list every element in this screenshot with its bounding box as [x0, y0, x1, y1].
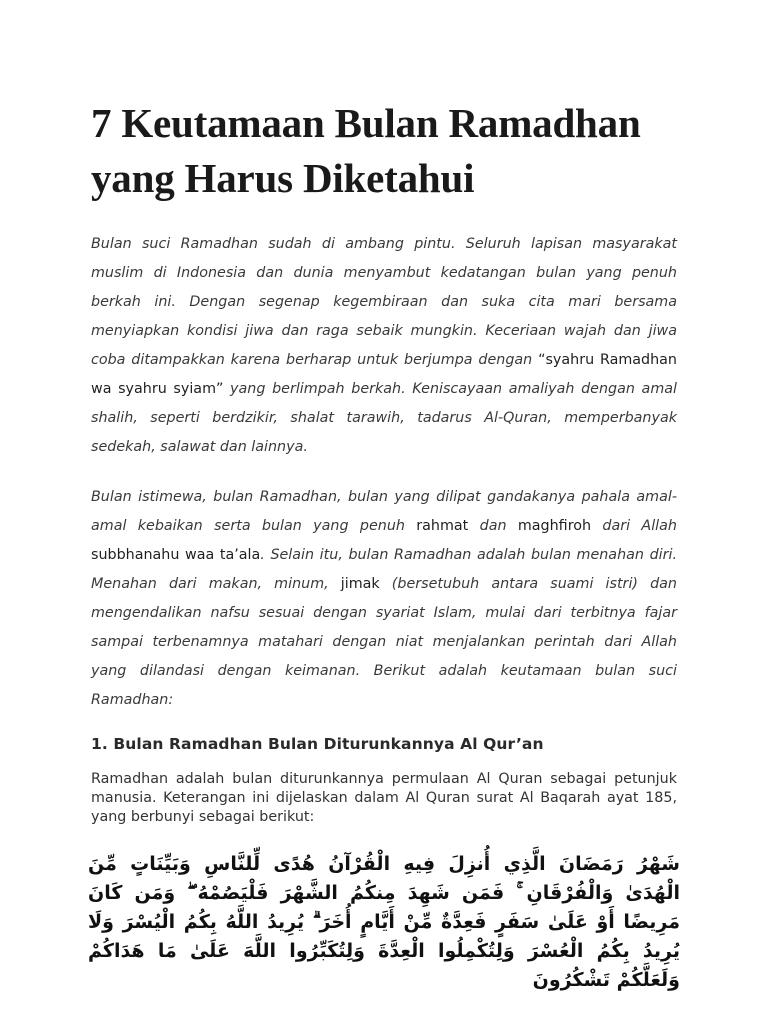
- quran-verse-arabic: شَهْرُ رَمَضَانَ الَّذِي أُنزِلَ فِيهِ الْقُرْآنُ هُدًى لِّلنَّاسِ وَبَيِّنَاتٍ مِّنَ الْهُدَىٰ وَالْفُرْقَانِ ۚ فَمَن شَهِدَ مِنكُمُ الشَّهْرَ فَلْيَصُمْهُ ۖ وَمَن كَانَ مَرِيضًا أَوْ عَلَىٰ سَفَرٍ فَعِدَّةٌ مِّنْ أَيَّامٍ أُخَرَ ۗ يُرِيدُ اللَّهُ بِكُمُ الْيُسْرَ وَلَا يُرِيدُ بِكُمُ الْعُسْرَ وَلِتُكْمِلُوا الْعِدَّةَ وَلِتُكَبِّرُوا اللَّهَ عَلَىٰ مَا هَدَاكُمْ وَلَعَلَّكُمْ تَشْكُرُونَ: [88, 853, 680, 991]
- second-text-5: (bersetubuh antara suami istri) dan mengendalikan nafsu sesuai dengan syariat Islam, mulai dari terbitnya fajar sampai terbenamnya matahari dengan niat menjalankan perintah dari Allah yang dilandasi dengan keimanan. Berikut adalah keutamaan bulan suci Ramadhan:: [91, 576, 677, 708]
- second-text-4: . Selain itu, bulan Ramadhan adalah bulan menahan diri. Menahan dari makan, minum,: [91, 547, 678, 592]
- intro-text-part1: Bulan suci Ramadhan sudah di ambang pintu. Seluruh lapisan masyarakat muslim di Indonesia dan dunia menyambut kedatangan bulan yang penuh berkah ini. Dengan segenap kegembiraan dan suka cita mari bersama menyiapkan kondisi jiwa dan raga sebaik mungkin. Keceriaan wajah dan jiwa coba ditampakkan karena berharap untuk berjumpa dengan: [91, 236, 677, 368]
- section-1-body: Ramadhan adalah bulan diturunkannya permulaan Al Quran sebagai petunjuk manusia. Keterangan ini dijelaskan dalam Al Quran surat Al Baqarah ayat 185, yang berbunyi sebagai berikut:: [91, 771, 677, 825]
- intro-paragraph: [91, 230, 677, 462]
- term-maghfiroh: maghfiroh: [517, 518, 592, 534]
- second-text-3: dari Allah: [591, 518, 677, 534]
- term-rahmat: rahmat: [416, 518, 469, 534]
- article-title: 7 Keutamaan Bulan Ramadhan yang Harus Diketahui: [91, 100, 641, 201]
- intro-text-part2: yang berlimpah berkah. Keniscayaan amaliyah dengan amal shalih, seperti berdzikir, shalat tarawih, tadarus Al-Quran, memperbanyak sedekah, salawat dan lainnya.: [91, 381, 677, 455]
- second-paragraph: [91, 483, 677, 715]
- term-jimak: jimak: [340, 576, 380, 592]
- term-subhanahu: subbhanahu waa ta’ala: [91, 547, 261, 563]
- section-1-heading: 1. Bulan Ramadhan Bulan Diturunkannya Al Qur’an: [91, 735, 544, 753]
- intro-quote: “syahru Ramadhan wa syahru syiam”: [91, 352, 677, 397]
- second-text-1: Bulan istimewa, bulan Ramadhan, bulan yang dilipat gandakanya pahala amal-amal kebaikan serta bulan yang penuh: [91, 489, 677, 534]
- second-text-2: dan: [468, 518, 518, 534]
